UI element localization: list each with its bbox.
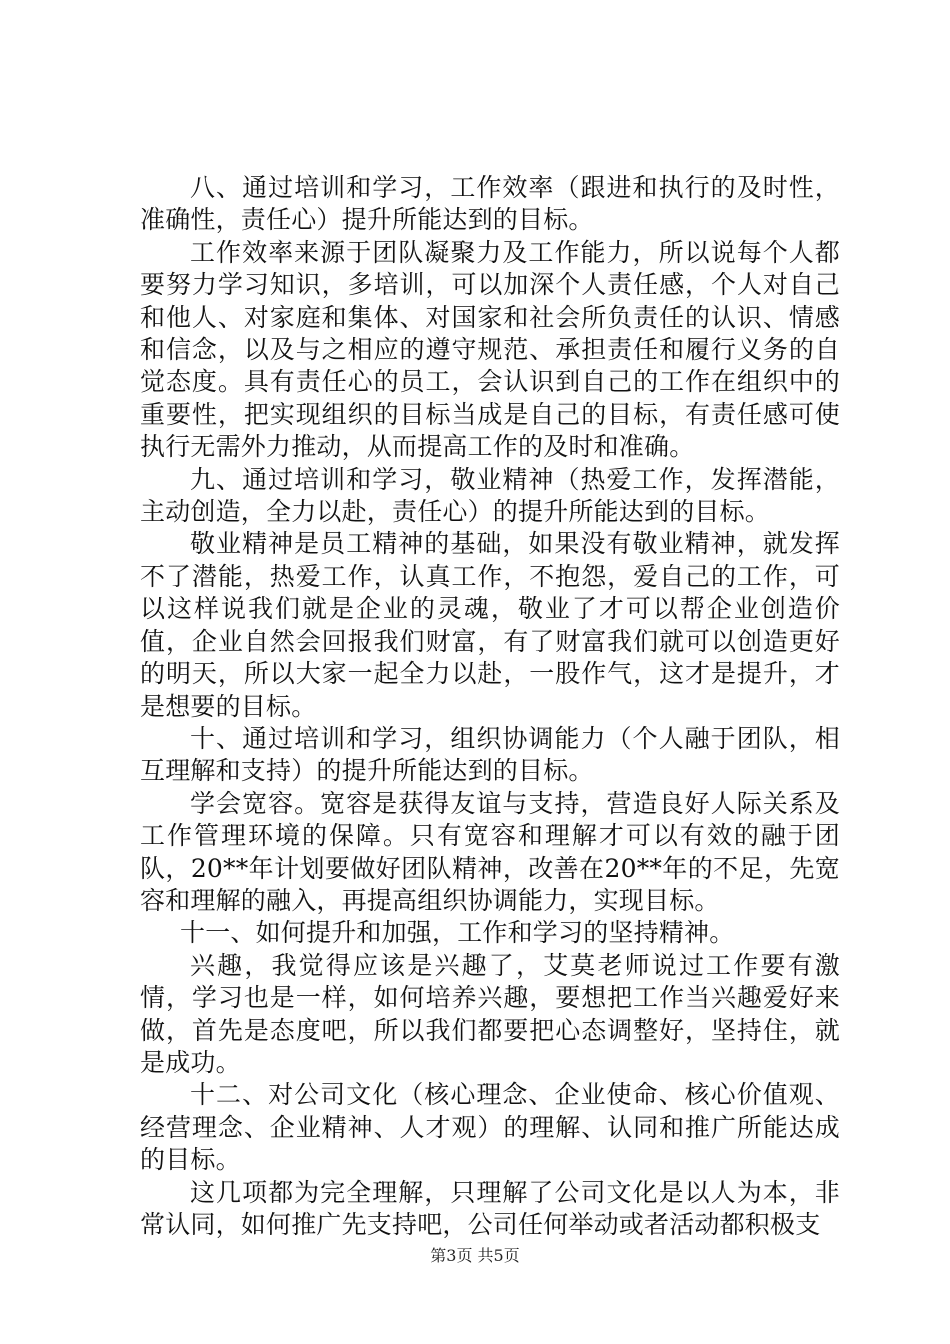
section-heading-8: 八、通过培训和学习，工作效率（跟进和执行的及时性，准确性，责任心）提升所能达到的目标。 bbox=[140, 173, 840, 235]
section-heading-9: 九、通过培训和学习，敬业精神（热爱工作，发挥潜能，主动创造，全力以赴，责任心）的提升所能达到的目标。 bbox=[140, 464, 840, 527]
paragraph-dedication: 敬业精神是员工精神的基础，如果没有敬业精神，就发挥不了潜能，热爱工作，认真工作，不抱怨，爱自己的工作，可以这样说我们就是企业的灵魂，敬业了才可以帮企业创造价值，企业自然会回报我们财富，有了财富我们就可以创造更好的明天，所以大家一起全力以赴，一股作气，这才是提升，才是想要的目标。 bbox=[140, 529, 840, 721]
paragraph-company-culture: 这几项都为完全理解，只理解了公司文化是以人为本，非常认同，如何推广先支持吧，公司任何举动或者活动都积极支 bbox=[140, 1177, 840, 1239]
paragraph-tolerance: 学会宽容。宽容是获得友谊与支持，营造良好人际关系及工作管理环境的保障。只有宽容和理解才可以有效的融于团队，20**年计划要做好团队精神，改善在20**年的不足，先宽容和理解的融入，再提高组织协调能力，实现目标。 bbox=[140, 788, 840, 915]
page-number-footer: 第3页 共5页 bbox=[430, 1246, 520, 1265]
section-heading-12: 十二、对公司文化（核心理念、企业使命、核心价值观、经营理念、企业精神、人才观）的理解、认同和推广所能达成的目标。 bbox=[140, 1080, 840, 1175]
document-body bbox=[140, 172, 840, 1241]
paragraph-interest: 兴趣，我觉得应该是兴趣了，艾莫老师说过工作要有激情，学习也是一样，如何培养兴趣，要想把工作当兴趣爱好来做，首先是态度吧，所以我们都要把心态调整好，坚持住，就是成功。 bbox=[140, 950, 840, 1077]
paragraph-work-efficiency: 工作效率来源于团队凝聚力及工作能力，所以说每个人都要努力学习知识，多培训，可以加深个人责任感，个人对自己和他人、对家庭和集体、对国家和社会所负责任的认识、情感和信念，以及与之相应的遵守规范、承担责任和履行义务的自觉态度。具有责任心的员工，会认识到自己的工作在组织中的重要性，把实现组织的目标当成是自己的目标，有责任感可使执行无需外力推动，从而提高工作的及时和准确。 bbox=[140, 237, 840, 462]
section-heading-11: 十一、如何提升和加强，工作和学习的坚持精神。 bbox=[180, 918, 735, 948]
section-heading-10: 十、通过培训和学习，组织协调能力（个人融于团队，相互理解和支持）的提升所能达到的目标。 bbox=[140, 723, 840, 786]
